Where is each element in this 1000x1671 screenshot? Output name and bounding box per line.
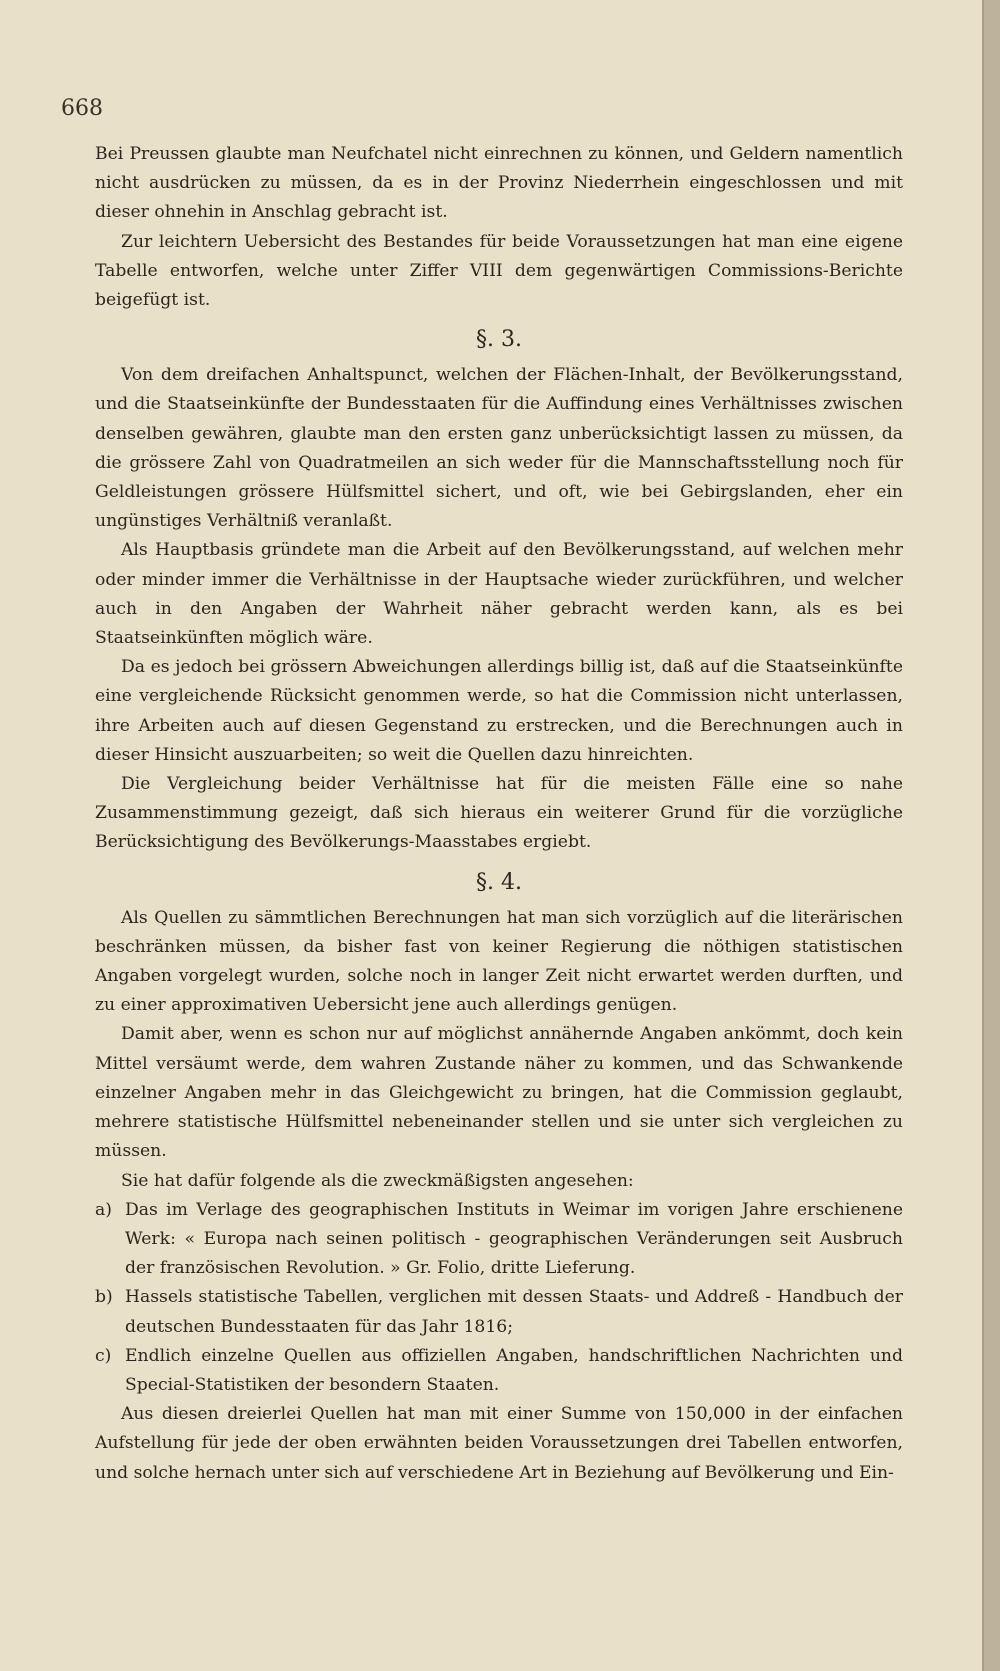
list-item-b [95, 1283, 903, 1341]
paragraph-s3-1: Von dem dreifachen Anhaltspunct, welchen der Flächen-Inhalt, der Bevölkerungsstand, und die Staatseinkünfte der Bundesstaaten für die Auffindung eines Verhältnisses zwischen denselben gewähren, glaubte man den ersten ganz unberücksichtigt lassen zu müssen, da die grössere Zahl von Quadratmeilen an sich weder für die Mannschaftsstellung noch für Geldleistungen grössere Hülfsmittel sichert, und oft, wie bei Gebirgslanden, eher ein ungünstiges Verhältniß veranlaßt. [95, 365, 903, 532]
list-marker: a) [95, 1199, 112, 1220]
paragraph-s3-4: Die Vergleichung beider Verhältnisse hat für die meisten Fälle eine so nahe Zusammenstimmung gezeigt, daß sich hieraus ein weiterer Grund für die vorzügliche Berücksichtigung des Bevölkerungs-Maasstabes ergiebt. [95, 774, 903, 853]
body-text [95, 140, 903, 1488]
list-text: Endlich einzelne Quellen aus offiziellen Angaben, handschriftlichen Nachrichten und Special-Statistiken der besondern Staaten. [125, 1345, 903, 1395]
paragraph-s3-2: Als Hauptbasis gründete man die Arbeit auf den Bevölkerungsstand, auf welchen mehr oder minder immer die Verhältnisse in der Hauptsache wieder zurückführen, und welcher auch in den Angaben der Wahrheit näher gebracht werden kann, als es bei Staatseinkünften möglich wäre. [95, 540, 903, 649]
section-heading-4: §. 4. [476, 869, 522, 895]
paragraph-s3-3: Da es jedoch bei grössern Abweichungen allerdings billig ist, daß auf die Staatseinkünfte eine vergleichende Rücksicht genommen werde, so hat die Commission nicht unterlassen, ihre Arbeiten auch auf diesen Gegenstand zu erstrecken, und die Berechnungen auch in dieser Hinsicht auszuarbeiten; so weit die Quellen dazu hinreichten. [95, 657, 903, 765]
list-marker: c) [95, 1345, 112, 1366]
paragraph-s4-closing: Aus diesen dreierlei Quellen hat man mit einer Summe von 150,000 in der einfachen Aufstellung für jede der oben erwähnten beiden Voraussetzungen drei Tabellen entworfen, und solche hernach unter sich auf verschiedene Art in Beziehung auf Bevölkerung und Ein- [95, 1404, 903, 1483]
list-text: Das im Verlage des geographischen Instituts in Weimar im vorigen Jahre erschienene Werk: « Europa nach seinen politisch - geographischen Veränderungen seit Ausbruch der französischen Revolution. » Gr. Folio, dritte Lieferung. [125, 1199, 903, 1279]
section-heading-3: §. 3. [476, 327, 522, 353]
paragraph-s4-2: Damit aber, wenn es schon nur auf möglichst annähernde Angaben ankömmt, doch kein Mittel versäumt werde, dem wahren Zustande näher zu kommen, und das Schwankende einzelner Angaben mehr in das Gleichgewicht zu bringen, hat die Commission geglaubt, mehrere statistische Hülfsmittel nebeneinander stellen und sie unter sich vergleichen zu müssen. [95, 1024, 903, 1162]
page-number: 668 [61, 96, 103, 121]
list-item-a [95, 1196, 903, 1284]
page-binding-edge [982, 0, 1000, 1671]
paragraph-s4-3: Sie hat dafür folgende als die zweckmäßigsten angesehen: [121, 1170, 634, 1191]
list-item-c [95, 1342, 903, 1400]
paragraph-intro-1: Bei Preussen glaubte man Neufchatel nicht einrechnen zu können, und Geldern namentlich nicht ausdrücken zu müssen, da es in der Provinz Niederrhein eingeschlossen und mit dieser ohnehin in Anschlag gebracht ist. [95, 144, 903, 223]
paragraph-s4-1: Als Quellen zu sämmtlichen Berechnungen hat man sich vorzüglich auf die literärischen beschränken müssen, da bisher fast von keiner Regierung die nöthigen statistischen Angaben vorgelegt wurden, solche noch in langer Zeit nicht erwartet werden durften, und zu einer approximativen Uebersicht jene auch allerdings genügen. [95, 907, 903, 1016]
list-text: Hassels statistische Tabellen, verglichen mit dessen Staats- und Addreß - Handbuch der deutschen Bundesstaaten für das Jahr 1816; [125, 1287, 903, 1337]
list-marker: b) [95, 1287, 113, 1308]
paragraph-intro-2: Zur leichtern Uebersicht des Bestandes für beide Voraussetzungen hat man eine eigene Tabelle entworfen, welche unter Ziffer VIII dem gegenwärtigen Commissions-Berichte beigefügt ist. [95, 231, 903, 311]
